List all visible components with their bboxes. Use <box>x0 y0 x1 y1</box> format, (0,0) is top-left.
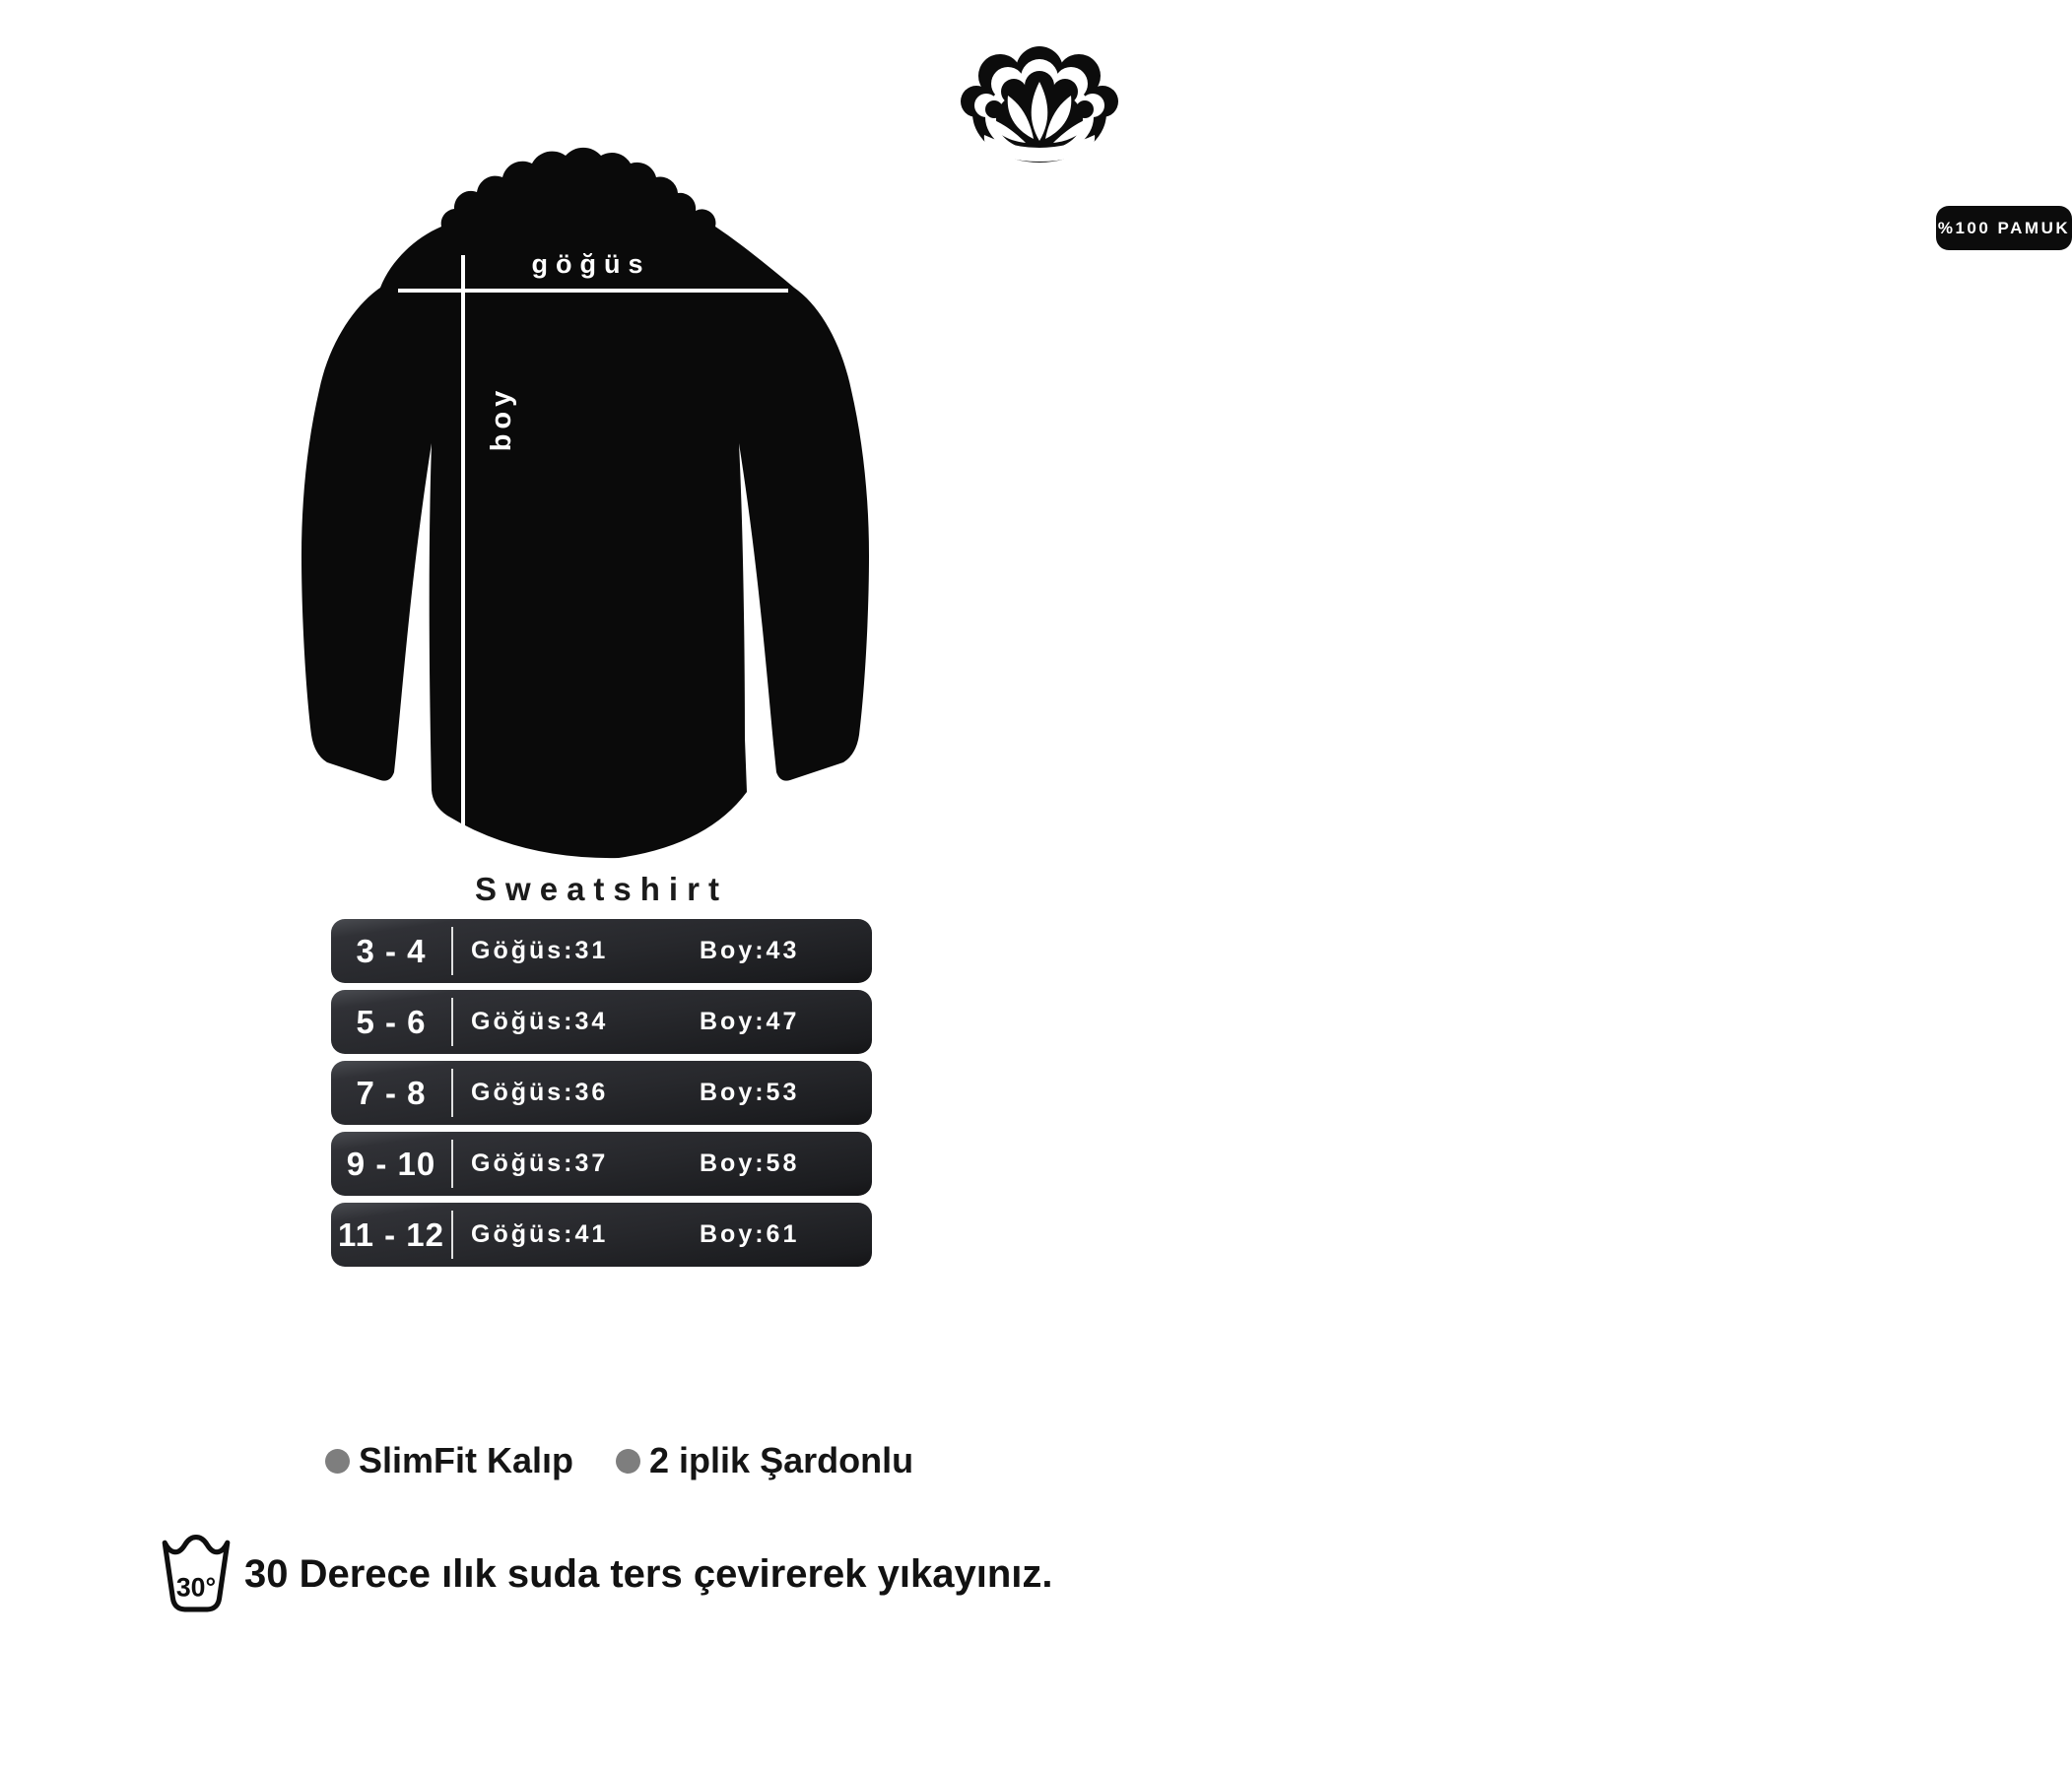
wash-temperature: 30° <box>175 1572 217 1603</box>
feature-list <box>325 1440 913 1481</box>
size-row-3-4 <box>331 919 872 983</box>
wash-30-icon <box>158 1534 234 1614</box>
feature-slimfit: SlimFit Kalıp <box>359 1440 574 1480</box>
feature-fabric: 2 iplik Şardonlu <box>649 1440 914 1480</box>
chest-value: Göğüs:36 <box>471 1079 609 1106</box>
bullet-icon <box>325 1449 350 1474</box>
length-value: Boy:53 <box>700 1079 800 1106</box>
row-divider <box>451 1211 453 1259</box>
size-chart-title: Sweatshirt <box>475 871 728 907</box>
chest-value: Göğüs:34 <box>471 1008 609 1035</box>
length-value: Boy:47 <box>700 1008 800 1035</box>
chest-value: Göğüs:37 <box>471 1149 609 1177</box>
bullet-icon <box>616 1449 640 1474</box>
length-value: Boy:58 <box>700 1149 800 1177</box>
size-row-7-8 <box>331 1061 872 1125</box>
length-label: boy <box>486 385 517 452</box>
size-row-11-12 <box>331 1203 872 1267</box>
care-instruction-text: 30 Derece ılık suda ters çevirerek yıkayınız. <box>244 1551 1053 1596</box>
size-label: 7 - 8 <box>356 1074 427 1111</box>
length-value: Boy:43 <box>700 937 800 964</box>
cotton-icon <box>961 44 1118 212</box>
chest-value: Göğüs:31 <box>471 937 609 964</box>
size-label: 9 - 10 <box>346 1145 436 1182</box>
cotton-badge-label: %100 PAMUK <box>1937 218 2071 237</box>
size-row-5-6 <box>331 990 872 1054</box>
size-label: 5 - 6 <box>356 1003 427 1040</box>
chest-value: Göğüs:41 <box>471 1220 609 1248</box>
length-value: Boy:61 <box>700 1220 800 1248</box>
chest-label: göğüs <box>531 249 651 279</box>
row-divider <box>451 1069 453 1117</box>
size-chart <box>331 919 872 1274</box>
size-label: 3 - 4 <box>356 932 427 969</box>
care-instructions <box>158 1533 1053 1615</box>
cotton-badge <box>961 44 2071 237</box>
row-divider <box>451 927 453 975</box>
size-row-9-10 <box>331 1132 872 1196</box>
size-label: 11 - 12 <box>338 1215 444 1253</box>
row-divider <box>451 998 453 1046</box>
sweatshirt-diagram <box>294 148 877 875</box>
cotton-badge-label-bar <box>1936 206 2072 250</box>
row-divider <box>451 1140 453 1188</box>
